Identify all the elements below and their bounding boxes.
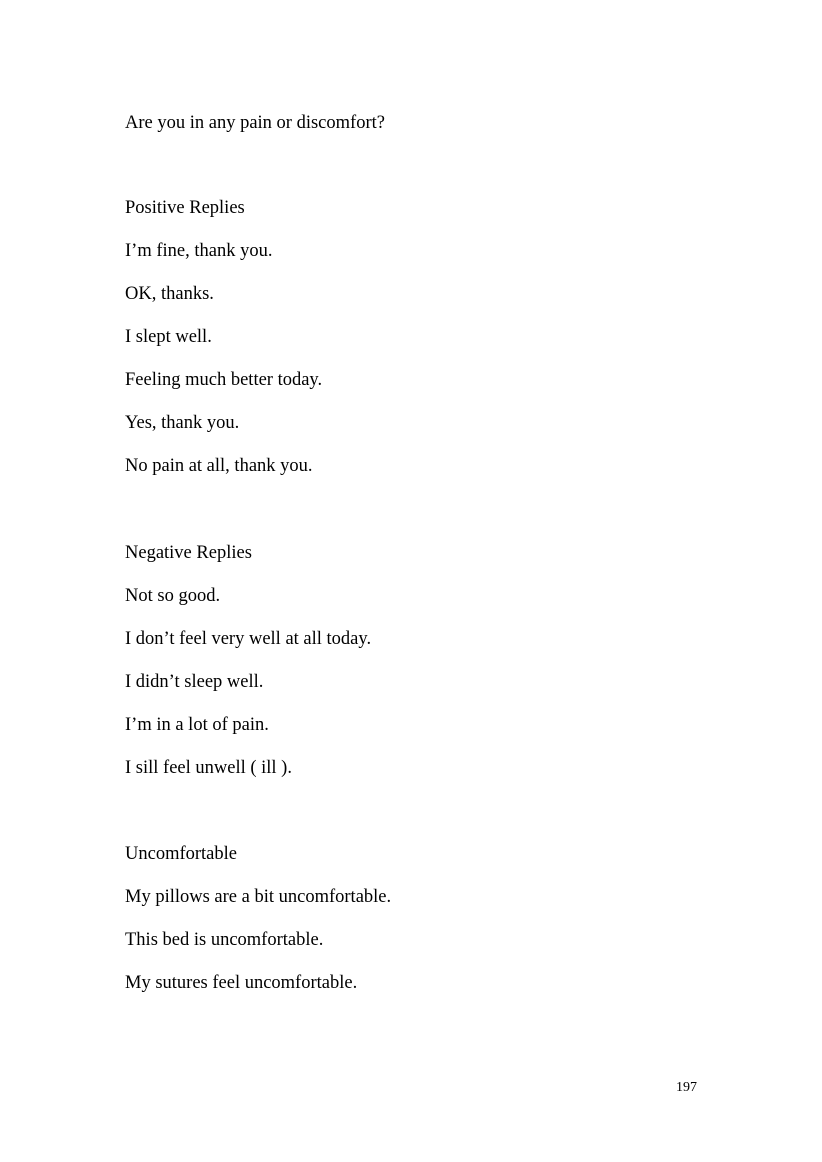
- positive-reply: Feeling much better today.: [125, 370, 323, 390]
- negative-reply: I didn’t sleep well.: [125, 672, 264, 692]
- section-heading-negative: Negative Replies: [125, 543, 252, 563]
- negative-reply: I sill feel unwell ( ill ).: [125, 758, 292, 778]
- positive-reply: I’m fine, thank you.: [125, 241, 273, 261]
- positive-reply: OK, thanks.: [125, 284, 214, 304]
- question-heading: Are you in any pain or discomfort?: [125, 113, 385, 133]
- negative-reply: Not so good.: [125, 586, 221, 606]
- uncomfortable-reply: This bed is uncomfortable.: [125, 930, 324, 950]
- section-heading-uncomfortable: Uncomfortable: [125, 844, 237, 864]
- negative-reply: I’m in a lot of pain.: [125, 715, 269, 735]
- uncomfortable-reply: My pillows are a bit uncomfortable.: [125, 887, 392, 907]
- negative-reply: I don’t feel very well at all today.: [125, 629, 372, 649]
- positive-reply: No pain at all, thank you.: [125, 456, 313, 476]
- uncomfortable-reply: My sutures feel uncomfortable.: [125, 973, 358, 993]
- page-number: 197: [676, 1080, 697, 1095]
- positive-reply: Yes, thank you.: [125, 413, 240, 433]
- section-heading-positive: Positive Replies: [125, 198, 245, 218]
- positive-reply: I slept well.: [125, 327, 212, 347]
